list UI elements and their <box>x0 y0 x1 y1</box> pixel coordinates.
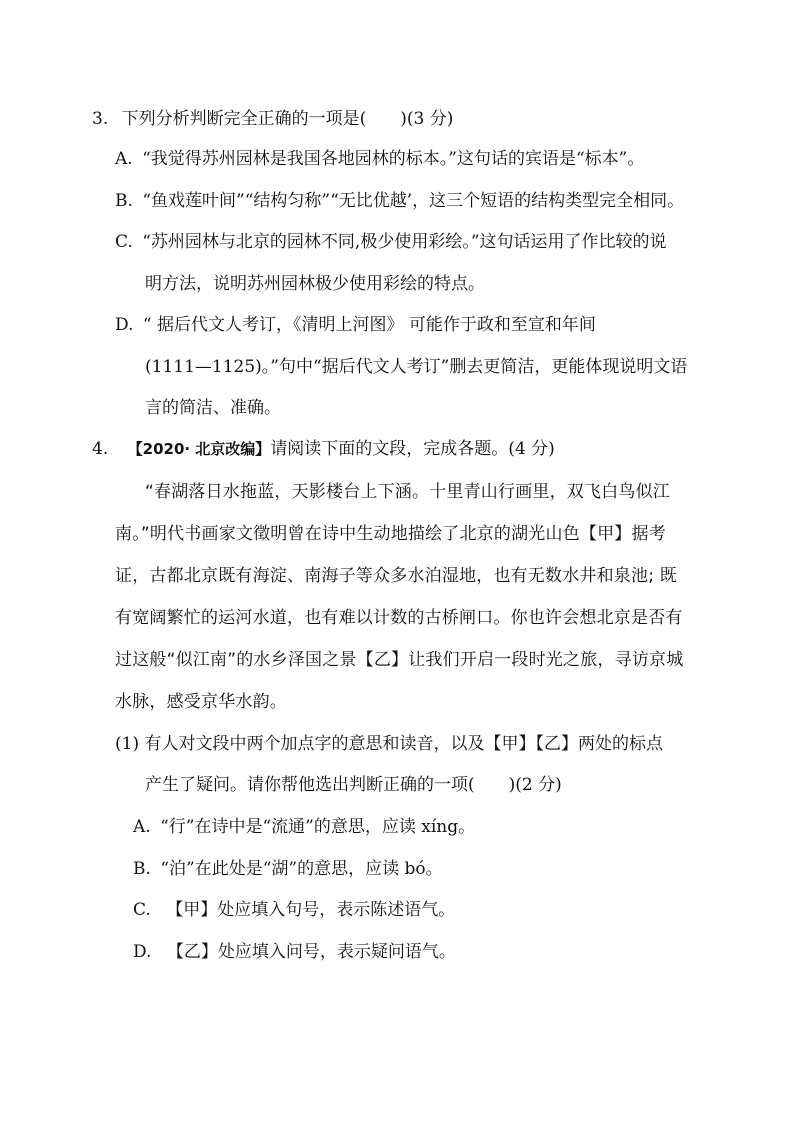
passage-line-5: 过这般“似江南”的水乡泽国之景【乙】让我们开启一段时光之旅，寻访京城 <box>115 650 684 670</box>
option-text: 【甲】处应填入句号，表示陈述语气。 <box>166 900 456 920</box>
option-text: “行”在诗中是“流通”的意思，应读 xíng。 <box>160 817 476 837</box>
passage-line-4: 有宽阔繁忙的运河水道，也有难以计数的古桥闸口。你也许会想北京是否有 <box>115 608 683 628</box>
q3-option-d <box>115 314 596 336</box>
question-4-stem <box>92 438 555 460</box>
sub1-option-b <box>133 858 443 880</box>
question-3-stem <box>92 108 453 130</box>
sub1-option-d <box>133 941 456 963</box>
option-text: “我觉得苏州园林是我国各地园林的标本。”这句话的宾语是“标本”。 <box>142 149 645 169</box>
question-number: 3. <box>92 109 109 129</box>
option-text: “ 据后代文人考订，《清明上河图》 可能作于政和至宣和年间 <box>142 315 596 335</box>
q3-option-c-cont: 明方法，说明苏州园林极少使用彩绘的特点。 <box>145 274 485 294</box>
sub-question-text: 有人对文段中两个加点字的意思和读音，以及【甲】【乙】两处的标点 <box>144 734 663 754</box>
option-label: B. <box>133 859 151 879</box>
option-label: B. <box>115 191 133 211</box>
sub-question-label: (1) <box>115 734 140 754</box>
q3-option-c <box>115 231 667 253</box>
source-tag: 【2020· 北京改编】 <box>127 440 271 458</box>
option-text: “鱼戏莲叶间”“结构匀称”“无比优越’，这三个短语的结构类型完全相同。 <box>142 191 685 211</box>
sub-question-1-cont: 产生了疑问。请你帮他选出判断正确的一项( )(2 分) <box>145 775 562 795</box>
option-label: A. <box>115 149 133 169</box>
passage-line-1: “春湖落日水拖蓝，天影楼台上下涵。十里青山行画里，双飞白鸟似江 <box>145 482 671 502</box>
q3-option-d-cont-2: 言的简洁、准确。 <box>145 398 281 418</box>
option-text: 【乙】处应填入问号，表示疑问语气。 <box>166 942 456 962</box>
option-label: D. <box>133 942 152 962</box>
option-label: C. <box>115 232 133 252</box>
sub1-option-a <box>133 816 475 838</box>
q3-option-b <box>115 190 684 212</box>
q3-option-a <box>115 148 644 170</box>
passage-line-3: 证，古都北京既有海淀、南海子等众多水泊湿地，也有无数水井和泉池; 既 <box>115 566 677 586</box>
passage-line-6: 水脉，感受京华水韵。 <box>115 692 287 712</box>
question-text: 请阅读下面的文段，完成各题。(4 分) <box>270 439 555 459</box>
question-number: 4. <box>92 439 109 459</box>
passage-line-2: 南。”明代书画家文徵明曾在诗中生动地描绘了北京的湖光山色【甲】据考 <box>115 524 666 544</box>
option-text: “泊”在此处是“湖”的意思，应读 bó。 <box>160 859 443 879</box>
question-text: 下列分析判断完全正确的一项是( )(3 分) <box>121 109 454 129</box>
q3-option-d-cont-1: (1111—1125)。”句中“据后代文人考订”删去更简洁，更能体现说明文语 <box>145 357 688 377</box>
option-label: C. <box>133 900 151 920</box>
sub1-option-c <box>133 899 455 921</box>
option-label: A. <box>133 817 151 837</box>
option-text: “苏州园林与北京的园林不同,极少使用彩绘。”这句话运用了作比较的说 <box>142 232 667 252</box>
option-label: D. <box>115 315 134 335</box>
sub-question-1 <box>115 733 663 755</box>
